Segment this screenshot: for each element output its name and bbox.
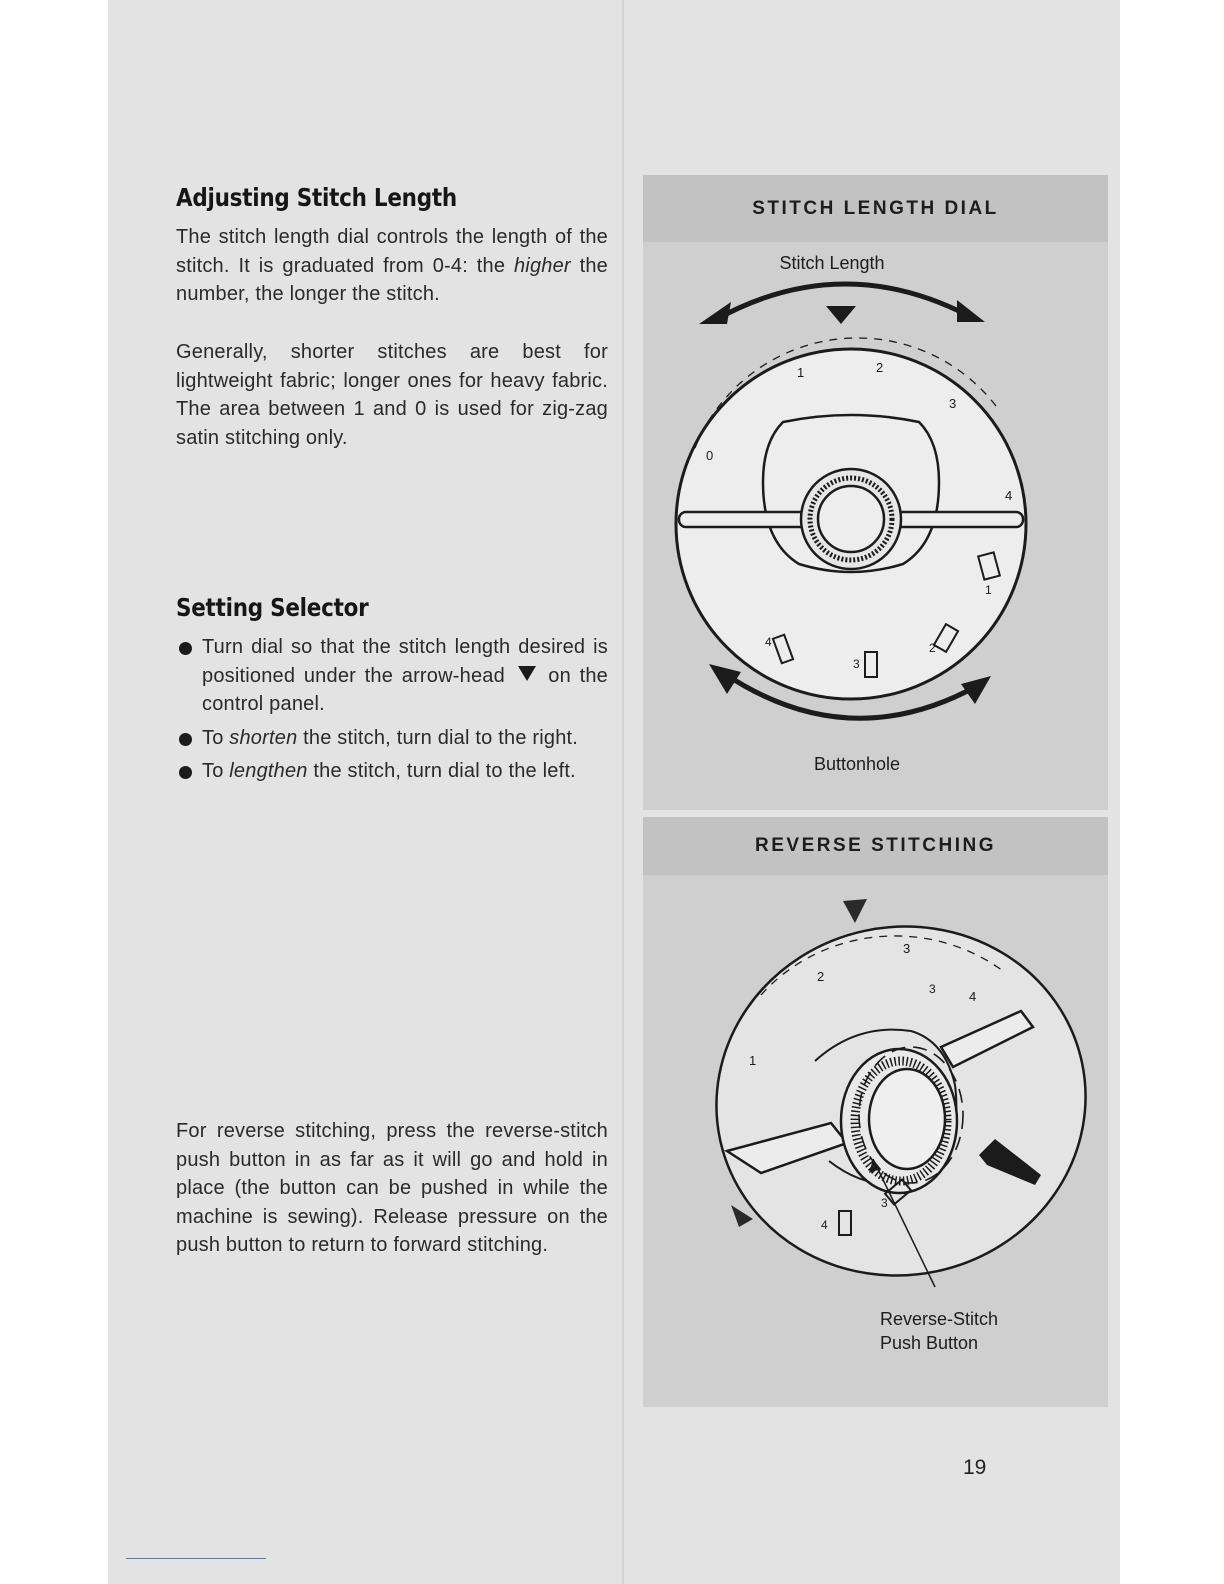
bullet-item-lengthen	[176, 757, 608, 786]
reverse-dial-number-3b: 3	[929, 982, 936, 996]
reverse-dial-mark-icon	[731, 1205, 753, 1227]
reverse-stitch-diagram	[643, 875, 1108, 1407]
arrowhead-right-icon	[957, 300, 985, 322]
dial-number-2: 2	[876, 360, 884, 375]
arrowhead-bottom-left-icon	[709, 664, 741, 694]
bullet3-text-b: the stitch, turn dial to the left.	[307, 760, 576, 783]
pointer-arrowhead-icon	[843, 899, 867, 923]
para1-a: The stitch length dial controls the length of the stitch. It is graduated from 0-4: the	[176, 226, 608, 277]
bullet2-emphasis: shorten	[229, 726, 298, 749]
page-fold	[622, 0, 624, 1584]
section-title-adjusting: Adjusting Stitch Length	[176, 183, 457, 212]
bullet1-text-a: Turn dial so that the stitch length desired is positioned under the arrow-head	[202, 636, 608, 687]
label-stitch-length: Stitch Length	[779, 253, 885, 273]
arrowhead-icon	[518, 666, 536, 681]
callout-label-line1: Reverse-Stitch	[879, 1309, 999, 1329]
dial-number-1: 1	[797, 365, 805, 380]
selector-bullet-list	[176, 633, 608, 791]
dial-hub-inner	[818, 486, 884, 552]
para1-b: the number, the longer the stitch.	[176, 254, 608, 306]
section-title-setting: Setting Selector	[176, 593, 369, 622]
bullet3-emphasis: lengthen	[229, 760, 308, 783]
reverse-stitching-paragraph: For reverse stitching, press the reverse-stitch push button in as far as it will go and hold in place (the button can be pushed in while the machine is sewing). Release pressure on the push button to return to forward stitching.	[176, 1120, 608, 1257]
buttonhole-number-2: 2	[929, 641, 936, 655]
panel-header-stitch-length: STITCH LENGTH DIAL	[643, 175, 1108, 242]
footer-rule	[126, 1558, 266, 1559]
bullet3-text-a: To	[202, 760, 230, 783]
callout-label-line2: Push Button	[879, 1333, 979, 1353]
page-number: 19	[963, 1456, 987, 1479]
arrowhead-left-icon	[699, 302, 731, 324]
bullet-dot-icon	[179, 766, 192, 779]
dial-number-3: 3	[949, 396, 957, 411]
bullet2-text-a: To	[202, 726, 230, 749]
reverse-dial-number-1: 1	[749, 1053, 757, 1068]
arrowhead-bottom-right-icon	[961, 676, 991, 704]
bullet-item-position	[176, 633, 608, 719]
reverse-dial-number-4: 4	[969, 989, 977, 1004]
adjusting-paragraph-2: Generally, shorter stitches are best for lightweight fabric; longer ones for heavy fabric. The area between 1 and 0 is used for zig-zag satin stitching only.	[176, 341, 608, 449]
bullet-dot-icon	[179, 642, 192, 655]
buttonhole-number-1: 1	[985, 583, 992, 597]
dial-number-0: 0	[706, 448, 714, 463]
buttonhole-number-4: 4	[765, 635, 772, 649]
buttonhole-number-3: 3	[853, 657, 860, 671]
pointer-arrowhead-icon	[826, 306, 856, 324]
adjusting-paragraph-1	[176, 223, 608, 309]
bullet1-text-b: on the control panel.	[202, 664, 608, 716]
reverse-buttonhole-number-4: 4	[821, 1218, 828, 1232]
para1-emphasis: higher	[513, 254, 571, 277]
reverse-dial-number-2: 2	[817, 969, 825, 984]
reverse-push-button-face	[869, 1069, 945, 1169]
bullet2-text-b: the stitch, turn dial to the right.	[297, 726, 579, 749]
bullet-item-shorten	[176, 724, 608, 753]
panel-header-reverse: REVERSE STITCHING	[643, 817, 1108, 875]
dial-number-4: 4	[1005, 488, 1013, 503]
stitch-length-dial-diagram	[643, 242, 1108, 810]
reverse-buttonhole-number-3: 3	[881, 1196, 888, 1210]
label-buttonhole: Buttonhole	[813, 754, 901, 774]
stitch-length-dial-panel	[643, 175, 1108, 810]
reverse-stitching-panel	[643, 817, 1108, 1407]
reverse-dial-number-3: 3	[903, 941, 911, 956]
bullet-dot-icon	[179, 733, 192, 746]
